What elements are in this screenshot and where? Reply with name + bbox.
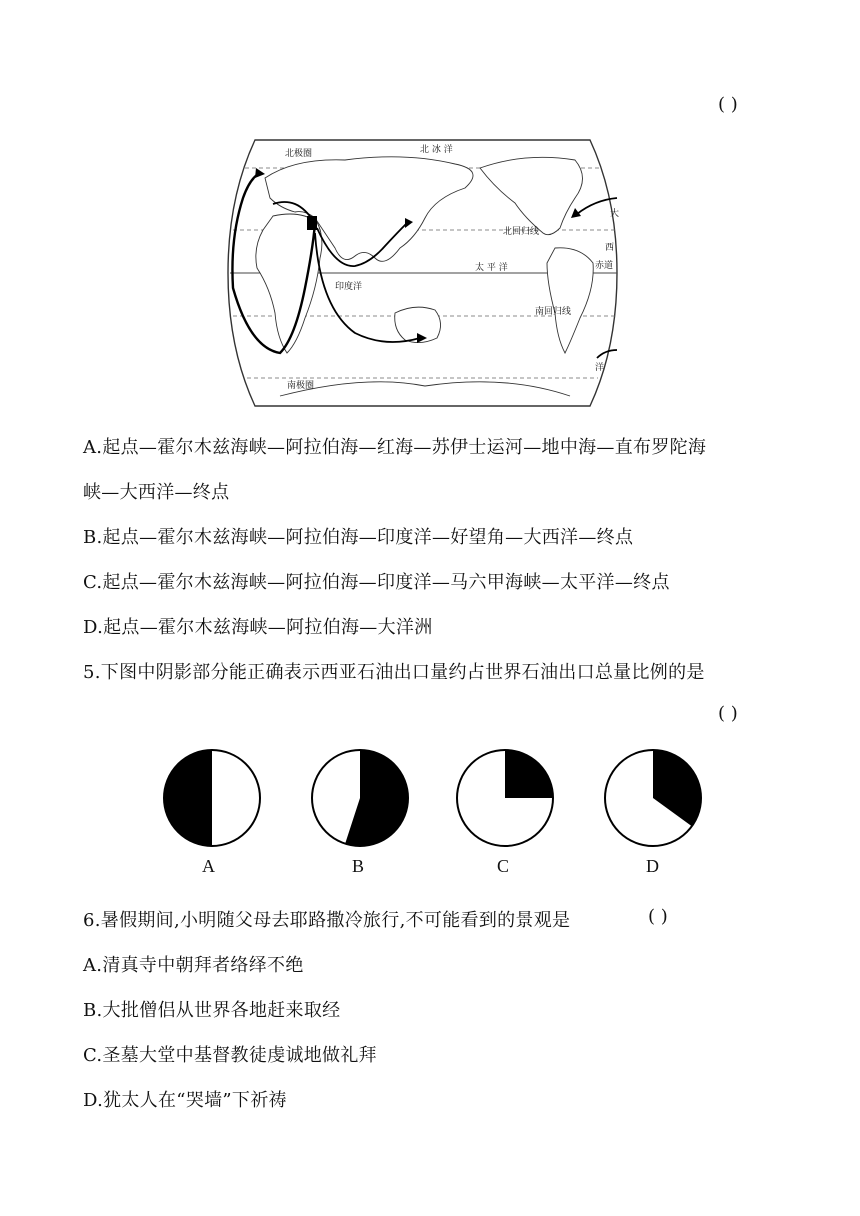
pie-b-label: B — [352, 856, 365, 876]
label-atlantic-3: 洋 — [595, 363, 605, 373]
label-equator: 赤道 — [595, 261, 614, 271]
q4-option-d: D.起点—霍尔木兹海峡—阿拉伯海—大洋洲 — [83, 617, 433, 638]
label-pacific: 太 平 洋 — [475, 263, 508, 273]
persian-gulf-origin-marker — [307, 216, 317, 230]
north-america-landmass — [480, 157, 583, 234]
pie-c-label: C — [497, 856, 510, 876]
q6-option-b: B.大批僧侣从世界各地赶来取经 — [83, 1000, 341, 1021]
q6-answer-paren: ( ) — [648, 906, 668, 927]
label-tropic-cancer: 北回归线 — [503, 227, 540, 237]
q6-option-d: D.犹太人在“哭墙”下祈祷 — [83, 1090, 287, 1111]
pie-c — [455, 748, 555, 848]
south-america-landmass — [547, 248, 593, 353]
q4-option-a-line1: A.起点—霍尔木兹海峡—阿拉伯海—红海—苏伊士运河—地中海—直布罗陀海 — [83, 437, 707, 458]
pie-c-shaded-slice — [505, 750, 553, 798]
pie-b — [310, 748, 410, 848]
pie-d — [603, 748, 703, 848]
q6-option-c: C.圣墓大堂中基督教徒虔诚地做礼拜 — [83, 1045, 377, 1066]
label-antarctic-circle: 南极圈 — [287, 381, 315, 391]
q6-option-a: A.清真寺中朝拜者络绎不绝 — [83, 955, 304, 976]
pie-a — [162, 748, 262, 848]
q4-option-b: B.起点—霍尔木兹海峡—阿拉伯海—印度洋—好望角—大西洋—终点 — [83, 527, 634, 548]
antarctica-landmass — [280, 382, 570, 396]
label-arctic-ocean: 北 冰 洋 — [420, 145, 453, 155]
q4-option-c: C.起点—霍尔木兹海峡—阿拉伯海—印度洋—马六甲海峡—太平洋—终点 — [83, 572, 670, 593]
world-oil-route-map — [225, 138, 620, 408]
pie-a-label: A — [202, 856, 215, 876]
pie-a-shaded-slice — [164, 750, 212, 846]
q6-question: 6.暑假期间,小明随父母去耶路撒冷旅行,不可能看到的景观是 — [83, 910, 571, 931]
q5-question: 5.下图中阴影部分能正确表示西亚石油出口量约占世界石油出口总量比例的是 — [83, 662, 705, 683]
label-atlantic-2: 西 — [605, 243, 615, 253]
route-arrow-europe — [255, 168, 265, 178]
q4-option-a-line2: 峡—大西洋—终点 — [83, 482, 230, 503]
label-arctic-circle: 北极圈 — [285, 149, 313, 159]
africa-landmass — [256, 214, 322, 353]
q5-answer-paren: ( ) — [718, 703, 738, 724]
pie-d-label: D — [646, 856, 659, 876]
label-indian-ocean: 印度洋 — [335, 282, 363, 292]
label-atlantic-1: 大 — [610, 209, 620, 219]
label-tropic-capricorn: 南回归线 — [535, 307, 572, 317]
q4-answer-paren: ( ) — [718, 94, 738, 115]
